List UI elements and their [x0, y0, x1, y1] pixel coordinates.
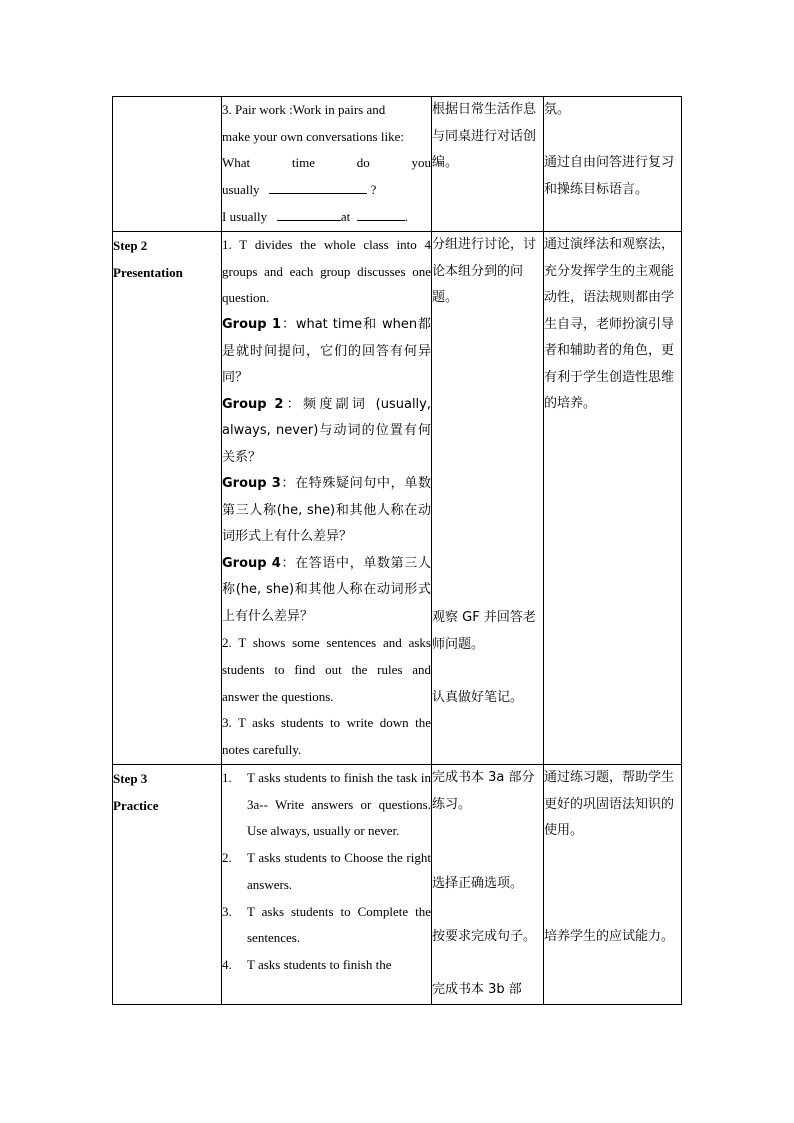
- group-question: Group 1：what time和 when都是就时间提问，它们的回答有何异同？: [222, 317, 431, 386]
- presentation-item: 3. T asks students to write down the notes carefully.: [222, 715, 431, 757]
- question-line: usually ?: [222, 182, 377, 198]
- purpose-cell: 通过练习题，帮助学生更好的巩固语法知识的使用。 培养学生的应试能力。: [544, 765, 682, 1005]
- answer-blank: [269, 181, 367, 194]
- step-cell: [113, 97, 222, 232]
- answer-blank: [277, 208, 341, 221]
- lesson-plan-table: [112, 96, 682, 1005]
- answer-line: I usually at .: [222, 208, 409, 224]
- activity-cell: [222, 97, 432, 232]
- student-activity-cell: 完成书本 3a 部分练习。 选择正确选项。 按要求完成句子。 完成书本 3b 部: [432, 765, 544, 1005]
- activity-cell: [222, 765, 432, 1005]
- pair-work-line: make your own conversations like:: [222, 128, 404, 144]
- list-item: 4. T asks students to finish the: [222, 956, 392, 972]
- table-row: [113, 97, 682, 232]
- list-item: 3. T asks students to Complete the sentences.: [222, 903, 431, 946]
- group-question: Group 2：频度副词 (usually, always, never)与动词的位置有何关系？: [222, 396, 431, 465]
- step-cell: Step 3 Practice: [113, 765, 222, 1005]
- list-item: 2. T asks students to Choose the right answers.: [222, 850, 431, 892]
- table-row: [113, 232, 682, 765]
- step-cell: Step 2 Presentation: [113, 232, 222, 765]
- group-question: Group 3：在特殊疑问句中，单数第三人称(he, she)和其他人称在动词形式上有什么差异？: [222, 476, 431, 545]
- purpose-cell: 通过演绎法和观察法，充分发挥学生的主观能动性，语法规则都由学生自寻，老师扮演引导者和辅助者的角色，更有利于学生创造性思维的培养。: [544, 232, 682, 765]
- purpose-cell: 氛。 通过自由问答进行复习和操练目标语言。: [544, 97, 682, 232]
- presentation-item: 1. T divides the whole class into 4 groups and each group discusses one question.: [222, 237, 431, 306]
- student-activity-cell: 分组进行讨论，讨论本组分到的问题。 观察 GF 并回答老师问题。 认真做好笔记。: [432, 232, 544, 765]
- presentation-item: 2. T shows some sentences and asks students to find out the rules and answer the questions.: [222, 635, 431, 704]
- question-line: What time do you: [222, 155, 431, 171]
- answer-blank: [357, 208, 405, 221]
- activity-cell: [222, 232, 432, 765]
- pair-work-line: 3. Pair work :Work in pairs and: [222, 102, 386, 117]
- student-activity-cell: 根据日常生活作息与同桌进行对话创编。: [432, 97, 544, 232]
- table-row: [113, 765, 682, 1005]
- group-question: Group 4：在答语中，单数第三人称(he, she)和其他人称在动词形式上有什么差异？: [222, 555, 431, 624]
- practice-list: [222, 765, 431, 979]
- list-item: 1. T asks students to finish the task in 3a-- Write answers or questions. Use always, usually or never.: [222, 770, 431, 839]
